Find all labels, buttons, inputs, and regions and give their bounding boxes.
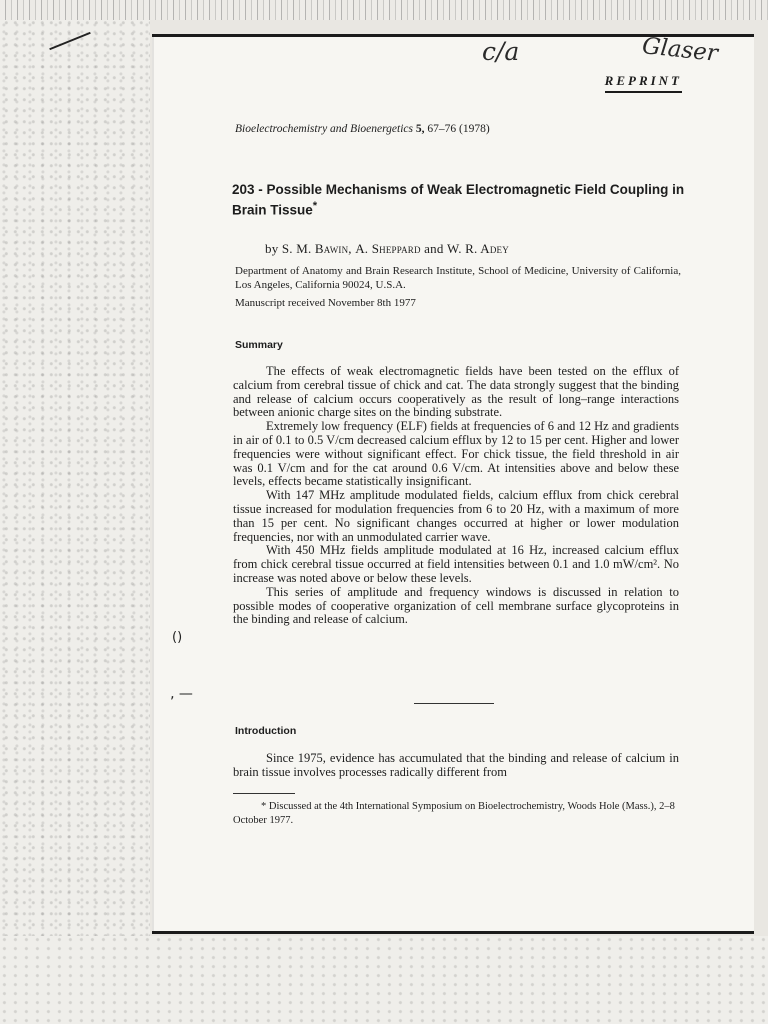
and-word: and xyxy=(424,241,444,256)
summary-heading: Summary xyxy=(235,339,283,351)
journal-pages: 67–76 xyxy=(427,123,457,135)
journal-citation xyxy=(235,123,490,135)
margin-bracket-mark: () xyxy=(172,630,183,645)
journal-volume: 5, xyxy=(415,123,425,135)
scan-left-margin xyxy=(0,20,150,1024)
summary-paragraph-2: Extremely low frequency (ELF) fields at frequencies of 6 and 12 Hz and gradients in air of 0.1 to 0.5 V/cm decreased calcium efflux by 12 to 15 per cent. Higher and lower frequencies were without significant effect. For chick tissue, the field threshold in air was 0.1 V/cm and for the cat around 0.6 V/cm. At intensities above and below these levels, effects became statistically insignificant. xyxy=(233,419,679,489)
margin-dash-mark: ‚ — xyxy=(170,686,193,702)
summary-paragraph-3: With 147 MHz amplitude modulated fields, calcium efflux from chick cerebral tissue increased for modulation frequencies from 6 to 20 Hz, with a maximum of more than 15 per cent. No significant changes occurred at higher or lower modulation frequencies, nor with an unmodulated carrier wave. xyxy=(233,488,679,544)
summary-paragraph-4: With 450 MHz fields amplitude modulated at 16 Hz, increased calcium efflux from chick cerebral tissue occurred at field intensities between 0.1 and 1.0 mW/cm². No increase was noted above or below these levels. xyxy=(233,543,679,585)
reprint-page xyxy=(152,34,754,934)
scan-bottom-edge xyxy=(0,936,768,1024)
received-date: Manuscript received November 8th 1977 xyxy=(235,297,416,309)
scan-top-edge xyxy=(0,0,768,20)
summary-body xyxy=(233,365,679,627)
article-title xyxy=(232,182,692,219)
article-title-text: 203 - Possible Mechanisms of Weak Electromagnetic Field Coupling in Brain Tissue xyxy=(232,182,685,218)
author-sheppard: A. Sheppard xyxy=(355,241,421,256)
by-word: by xyxy=(265,241,279,256)
summary-paragraph-1: The effects of weak electromagnetic fields have been tested on the efflux of calcium from cerebral tissue of chick and cat. The data strongly suggest that the binding and release of calcium occurs cooperatively as the result of long–range interactions between anionic charge sites on the binding substrate. xyxy=(233,364,679,420)
handwritten-name: Glaser xyxy=(640,33,720,67)
footnote-marker: * xyxy=(261,801,267,812)
introduction-paragraph: Since 1975, evidence has accumulated that the binding and release of calcium in brain tissue involves processes radically different from xyxy=(233,751,679,779)
footnote xyxy=(233,800,683,827)
introduction-body xyxy=(233,751,679,779)
summary-paragraph-5: This series of amplitude and frequency windows is discussed in relation to possible modes of cooperative organization of cell membrane surface glycoproteins in the binding and release of calcium. xyxy=(233,584,679,627)
section-divider xyxy=(414,703,494,704)
author-affiliation: Department of Anatomy and Brain Research Institute, School of Medicine, University of California, Los Angeles, California 90024, U.S.A. xyxy=(235,265,681,291)
journal-name: Bioelectrochemistry and Bioenergetics xyxy=(235,123,413,135)
author-adey: W. R. Adey xyxy=(447,241,509,256)
footnote-rule xyxy=(233,793,295,794)
title-footnote-marker: * xyxy=(312,200,318,212)
author-line xyxy=(265,241,509,257)
reprint-label: REPRINT xyxy=(605,73,682,93)
journal-year: (1978) xyxy=(458,123,490,135)
handwritten-note: c/a xyxy=(482,37,520,66)
author-bawin: S. M. Bawin, xyxy=(281,241,352,256)
footnote-text: Discussed at the 4th International Symposium on Bioelectrochemistry, Woods Hole (Mass.), 2–8 October 1977. xyxy=(233,801,675,826)
introduction-heading: Introduction xyxy=(235,725,297,737)
